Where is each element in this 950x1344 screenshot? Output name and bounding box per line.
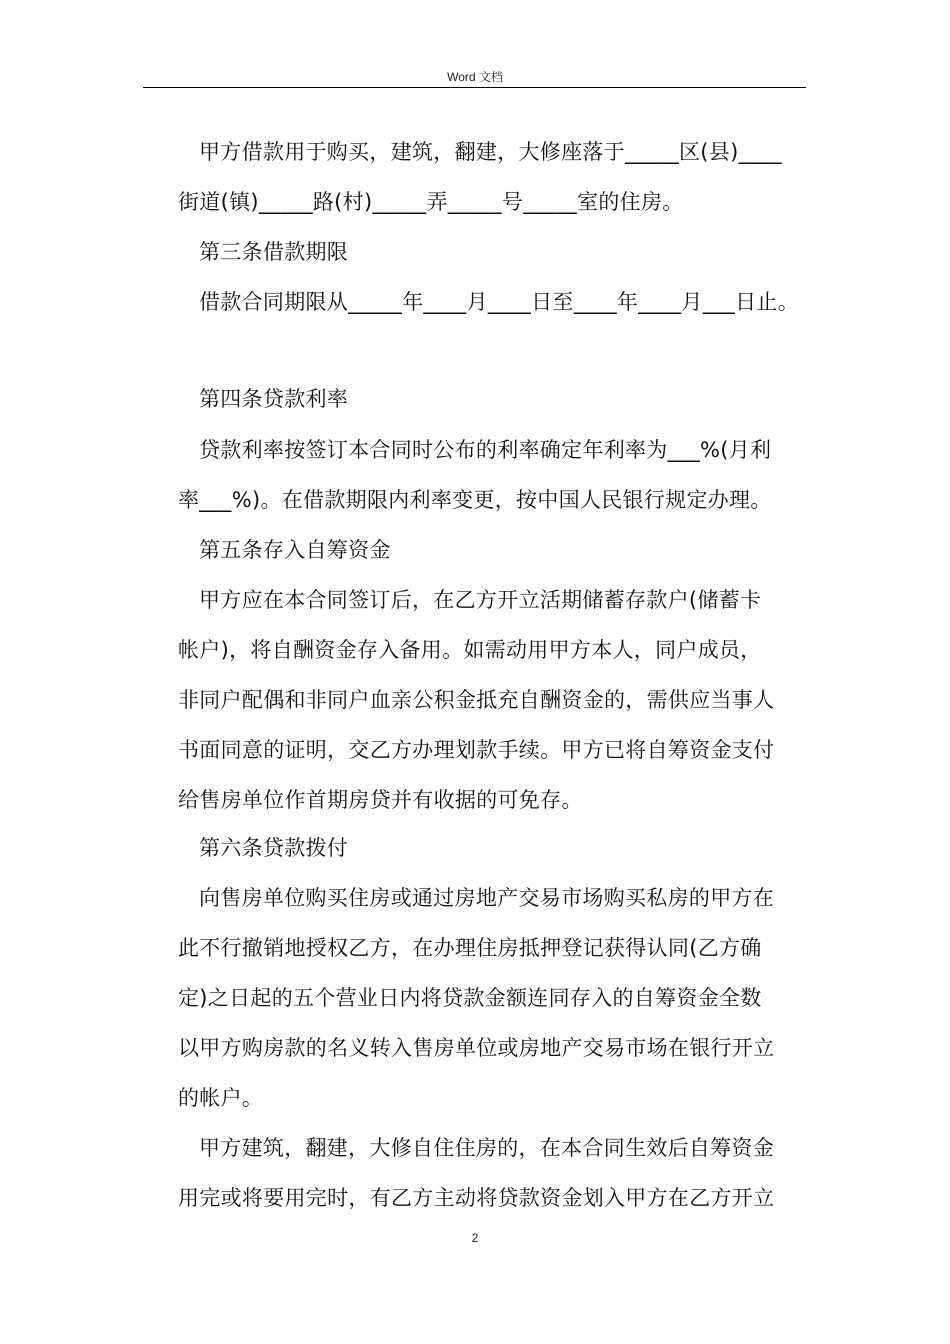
- text-line: 定)之日起的五个营业日内将贷款金额连同存入的自筹资金全数: [178, 986, 762, 1010]
- text-line: 以甲方购房款的名义转入售房单位或房地产交易市场在银行开立: [178, 1036, 775, 1060]
- section-heading: 第四条贷款利率: [199, 387, 349, 411]
- section-heading: 第五条存入自筹资金: [199, 538, 391, 562]
- text-line: 甲方借款用于购买，建筑，翻建，大修座落于_____区(县)____: [199, 140, 782, 164]
- text-line: 用完或将要用完时，有乙方主动将贷款资金划入甲方在乙方开立: [178, 1186, 775, 1210]
- text-line: 非同户配偶和非同户血亲公积金抵充自酬资金的，需供应当事人: [178, 688, 775, 712]
- text-line: 率___%)。在借款期限内利率变更，按中国人民银行规定办理。: [178, 488, 772, 512]
- text-line: 给售房单位作首期房贷并有收据的可免存。: [178, 788, 583, 812]
- text-line: 此不行撤销地授权乙方，在办理住房抵押登记获得认同(乙方确: [178, 936, 762, 960]
- header-divider: [143, 87, 806, 88]
- text-line: 贷款利率按签订本合同时公布的利率确定年利率为___%(月利: [199, 438, 772, 462]
- text-line: 街道(镇)_____路(村)_____弄_____号_____室的住房。: [178, 190, 684, 214]
- text-line: 甲方建筑，翻建，大修自住住房的，在本合同生效后自筹资金: [199, 1136, 775, 1160]
- text-line: 的帐户。: [178, 1086, 264, 1110]
- text-line: 甲方应在本合同签订后，在乙方开立活期储蓄存款户(储蓄卡: [199, 588, 762, 612]
- text-line: 书面同意的证明，交乙方办理划款手续。甲方已将自筹资金支付: [178, 738, 775, 762]
- text-line: 借款合同期限从_____年____月____日至____年____月___日止。: [199, 290, 799, 314]
- page-number: 2: [471, 1231, 479, 1245]
- header-title: Word 文档: [447, 70, 503, 84]
- section-heading: 第三条借款期限: [199, 240, 349, 264]
- text-line: 向售房单位购买住房或通过房地产交易市场购买私房的甲方在: [199, 886, 775, 910]
- text-line: 帐户)，将自酬资金存入备用。如需动用甲方本人，同户成员，: [178, 638, 762, 662]
- section-heading: 第六条贷款拨付: [199, 836, 349, 860]
